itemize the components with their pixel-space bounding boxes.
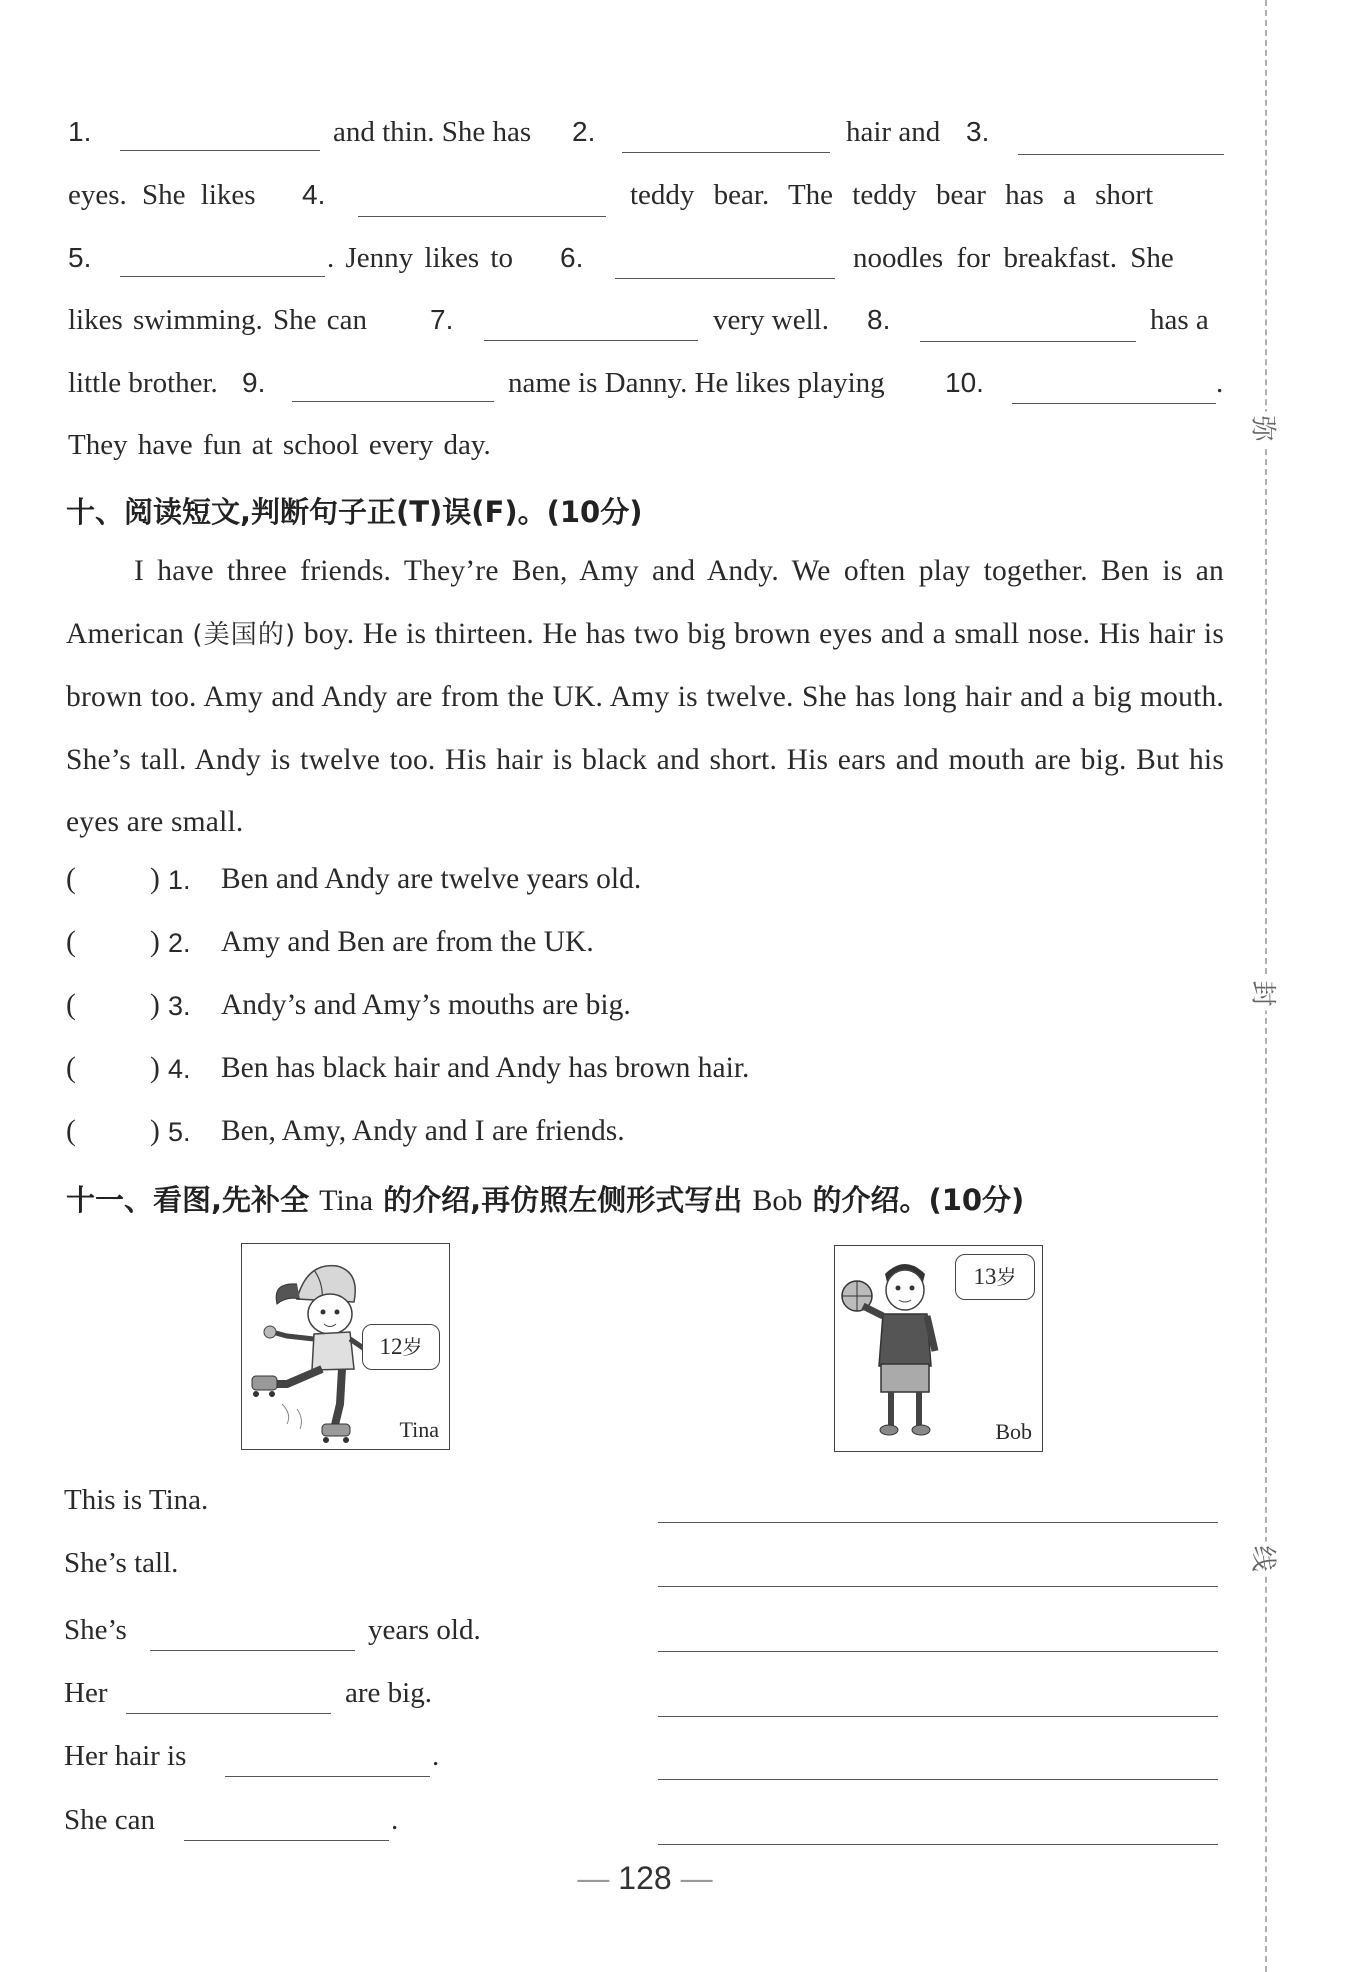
tina-age-blank[interactable] — [150, 1650, 355, 1651]
blank-1[interactable] — [120, 150, 320, 151]
blank-number: 8. — [867, 304, 891, 335]
answer-paren-open[interactable]: ( — [66, 1115, 76, 1147]
blank-6[interactable] — [615, 278, 835, 279]
bob-answer-line-4[interactable] — [658, 1716, 1218, 1717]
blank-number: 2. — [572, 116, 596, 147]
tina-picture — [241, 1243, 450, 1450]
bob-picture — [834, 1245, 1043, 1452]
blank-number: 5. — [68, 242, 92, 273]
item-statement: Ben and Andy are twelve years old. — [221, 863, 642, 895]
bubble-number: 13 — [973, 1264, 997, 1289]
page-dash-right: — — [680, 1860, 713, 1896]
tina-caption: Tina — [399, 1417, 439, 1442]
tina-feature-blank[interactable] — [126, 1713, 331, 1714]
passage-text-b: boy. He is thirteen. He has two big brown eyes and a small nose. His hair is brown too. Amy and Andy are from the UK. Amy is twelve. She has long hair and a big mouth. She’s tall. Andy is twelve too. His hair is black and short. His ears and mouth are big. But his eyes are small. — [66, 617, 1224, 838]
cloze-text: little brother. — [68, 367, 218, 399]
blank-3[interactable] — [1018, 154, 1224, 155]
cloze-text: hair and — [846, 116, 941, 148]
bob-age-bubble — [955, 1254, 1035, 1300]
heading-part: 十一、看图,先补全 — [66, 1183, 310, 1217]
heading-part: 的介绍,再仿照左侧形式写出 — [383, 1183, 743, 1217]
tina-line-text: She’s — [64, 1614, 127, 1646]
margin-char-feng: 封 — [1247, 977, 1284, 1011]
item-statement: Amy and Ben are from the UK. — [221, 926, 594, 958]
blank-number: 4. — [302, 179, 326, 210]
tina-line-text: . — [391, 1804, 399, 1836]
bob-answer-line-6[interactable] — [658, 1844, 1218, 1845]
cloze-text: has a — [1150, 304, 1209, 336]
bob-answer-line-1[interactable] — [658, 1522, 1218, 1523]
answer-paren-open[interactable]: ( — [66, 926, 76, 958]
blank-5[interactable] — [120, 276, 325, 277]
cloze-text: likes swimming. She can — [68, 304, 367, 336]
reading-passage — [66, 540, 1224, 854]
heading-part: 的介绍。(10分) — [812, 1183, 1025, 1217]
bubble-unit: 岁 — [402, 1335, 423, 1359]
bubble-unit: 岁 — [996, 1265, 1017, 1289]
item-statement: Ben, Amy, Andy and I are friends. — [221, 1115, 625, 1147]
passage-chinese-gloss: (美国的) — [192, 619, 296, 650]
bubble-number: 12 — [379, 1334, 403, 1359]
cloze-text: teddy bear. The teddy bear has a short — [630, 179, 1154, 211]
margin-char-xian: 线 — [1247, 1542, 1284, 1576]
tina-ability-blank[interactable] — [184, 1840, 389, 1841]
page-number-value: 128 — [618, 1860, 672, 1896]
answer-paren-close: ) — [150, 863, 160, 895]
blank-number: 10. — [945, 367, 984, 398]
answer-paren-close: ) — [150, 926, 160, 958]
tina-age-bubble — [362, 1324, 440, 1370]
blank-2[interactable] — [622, 152, 830, 153]
heading-name-tina: Tina — [319, 1184, 374, 1217]
answer-paren-close: ) — [150, 1052, 160, 1084]
tina-line-text: years old. — [368, 1614, 481, 1646]
bob-answer-line-2[interactable] — [658, 1586, 1218, 1587]
item-statement: Andy’s and Amy’s mouths are big. — [221, 989, 631, 1021]
blank-number: 6. — [560, 242, 584, 273]
answer-paren-open[interactable]: ( — [66, 863, 76, 895]
bob-answer-line-5[interactable] — [658, 1779, 1218, 1780]
bob-caption: Bob — [995, 1419, 1032, 1444]
answer-paren-open[interactable]: ( — [66, 1052, 76, 1084]
cloze-text: . Jenny likes to — [327, 242, 513, 274]
blank-8[interactable] — [920, 341, 1136, 342]
item-number: 2. — [168, 928, 191, 958]
cloze-text: very well. — [713, 304, 829, 336]
heading-name-bob: Bob — [752, 1184, 803, 1217]
bob-answer-line-3[interactable] — [658, 1651, 1218, 1652]
tina-line-text: This is Tina. — [64, 1484, 209, 1516]
tina-line-text: are big. — [345, 1677, 432, 1709]
item-number: 3. — [168, 991, 191, 1021]
section-10-heading: 十、阅读短文,判断句子正(T)误(F)。(10分) — [66, 495, 643, 529]
tina-line-text: Her hair is — [64, 1740, 187, 1772]
cloze-text: and thin. She has — [333, 116, 532, 148]
blank-number: 3. — [966, 116, 990, 147]
item-statement: Ben has black hair and Andy has brown hair. — [221, 1052, 750, 1084]
cloze-text: They have fun at school every day. — [68, 429, 491, 461]
blank-10[interactable] — [1012, 403, 1216, 404]
cloze-text: name is Danny. He likes playing — [508, 367, 885, 399]
tina-line-text: She’s tall. — [64, 1547, 179, 1579]
section-11-heading — [66, 1178, 1024, 1219]
answer-paren-open[interactable]: ( — [66, 989, 76, 1021]
cloze-text: noodles for breakfast. She — [853, 242, 1174, 274]
item-number: 1. — [168, 865, 191, 895]
item-number: 4. — [168, 1054, 191, 1084]
tina-line-text: She can — [64, 1804, 155, 1836]
tina-line-text: Her — [64, 1677, 108, 1709]
tina-hair-blank[interactable] — [225, 1776, 430, 1777]
passage-text-a: I have three friends. They’re Ben, Amy and Andy. We often play together. Ben is an American — [66, 555, 1224, 650]
blank-number: 9. — [242, 367, 266, 398]
answer-paren-close: ) — [150, 989, 160, 1021]
blank-9[interactable] — [292, 401, 494, 402]
page-number — [0, 1860, 1290, 1897]
answer-paren-close: ) — [150, 1115, 160, 1147]
cloze-text: eyes. She likes — [68, 179, 256, 211]
page-dash-left: — — [577, 1860, 610, 1896]
item-number: 5. — [168, 1117, 191, 1147]
blank-4[interactable] — [358, 216, 606, 217]
tina-line-text: . — [432, 1740, 440, 1772]
margin-char-mi: 弥 — [1247, 412, 1284, 446]
blank-7[interactable] — [484, 340, 698, 341]
cloze-text: . — [1216, 367, 1224, 399]
blank-number: 7. — [430, 304, 454, 335]
blank-number: 1. — [68, 116, 92, 147]
